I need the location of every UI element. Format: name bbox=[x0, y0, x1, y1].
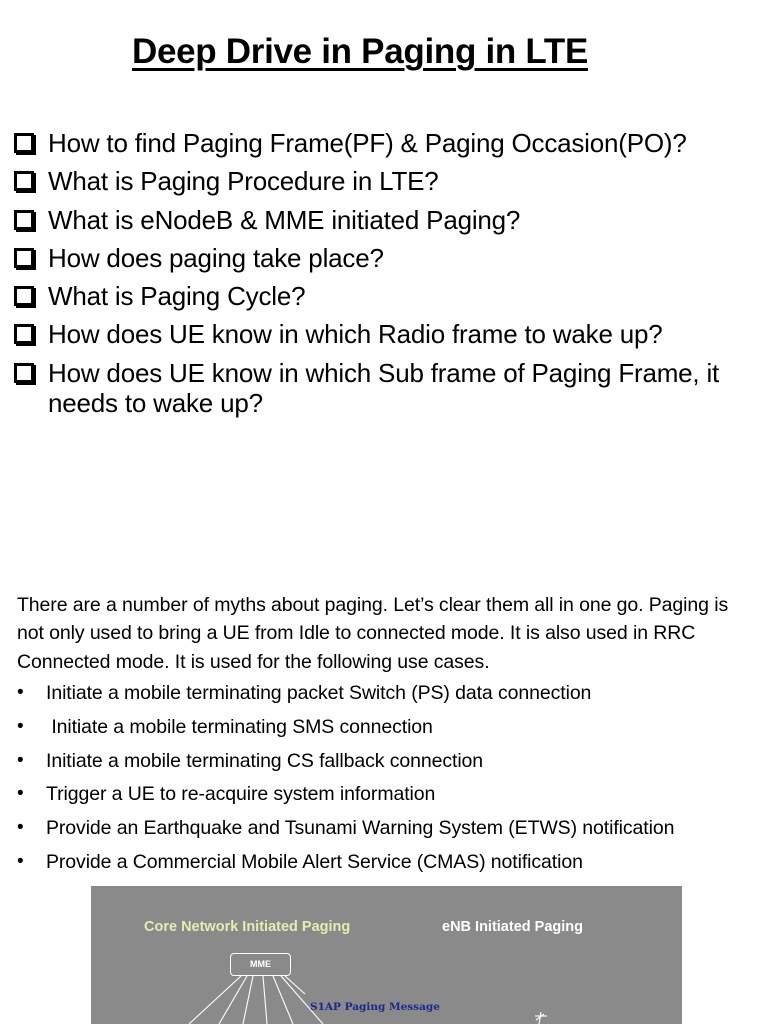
question-item bbox=[12, 166, 762, 196]
question-item bbox=[12, 319, 762, 349]
question-item bbox=[12, 358, 762, 418]
use-case-text: Initiate a mobile terminating packet Switch (PS) data connection bbox=[46, 682, 592, 704]
question-text: How does UE know in which Sub frame of Paging Frame, it needs to wake up? bbox=[48, 357, 720, 418]
question-item bbox=[12, 243, 762, 273]
use-case-item bbox=[17, 814, 757, 842]
paging-line bbox=[243, 976, 253, 1024]
checkbox-icon bbox=[14, 324, 34, 344]
checkbox-icon bbox=[14, 286, 34, 306]
bullet-icon: • bbox=[17, 850, 24, 872]
bullet-icon: • bbox=[17, 715, 24, 737]
mme-node: MME bbox=[230, 953, 291, 976]
question-item bbox=[12, 281, 762, 311]
use-case-text: Trigger a UE to re-acquire system information bbox=[46, 783, 436, 806]
use-case-item bbox=[17, 780, 757, 808]
question-text: What is Paging Procedure in LTE? bbox=[48, 166, 439, 197]
checkbox-icon bbox=[14, 248, 34, 268]
use-case-list bbox=[17, 679, 757, 882]
question-text: What is eNodeB & MME initiated Paging? bbox=[48, 204, 521, 235]
intro-paragraph: There are a number of myths about paging. Let’s clear them all in one go. Paging is not only used to bring a UE from Idle to connected mode. It is also used in RRC Connected mode. It is used for the following use cases. bbox=[17, 594, 729, 673]
question-checklist bbox=[12, 128, 762, 426]
checkbox-icon bbox=[14, 210, 34, 230]
question-item bbox=[12, 205, 762, 235]
question-text: How does UE know in which Radio frame to wake up? bbox=[48, 319, 663, 350]
paging-line bbox=[273, 976, 293, 1024]
question-text: What is Paging Cycle? bbox=[48, 281, 306, 312]
checkbox-icon bbox=[14, 171, 34, 191]
question-text: How does paging take place? bbox=[48, 242, 384, 273]
use-case-item bbox=[17, 679, 757, 707]
page-title: Deep Drive in Paging in LTE bbox=[131, 32, 589, 71]
paging-diagram bbox=[91, 886, 682, 1024]
bullet-icon: • bbox=[17, 783, 24, 805]
question-item bbox=[12, 128, 762, 158]
checkbox-icon bbox=[14, 133, 34, 153]
bullet-icon: • bbox=[17, 682, 24, 703]
use-case-item bbox=[17, 848, 757, 876]
bullet-icon: • bbox=[17, 749, 24, 771]
question-text: How to find Paging Frame(PF) & Paging Occasion(PO)? bbox=[48, 128, 687, 158]
core-network-paging-label: Core Network Initiated Paging bbox=[144, 919, 351, 935]
use-case-text: Initiate a mobile terminating SMS connection bbox=[46, 715, 433, 738]
bullet-icon: • bbox=[17, 817, 24, 839]
paging-line bbox=[281, 976, 323, 1024]
use-case-text: Initiate a mobile terminating CS fallback connection bbox=[46, 749, 484, 772]
enb-paging-label: eNB Initiated Paging bbox=[442, 919, 583, 935]
checkbox-icon bbox=[14, 363, 34, 383]
paging-line bbox=[263, 976, 267, 1024]
use-case-item bbox=[17, 747, 757, 775]
use-case-item bbox=[17, 713, 757, 741]
use-case-text: Provide an Earthquake and Tsunami Warning System (ETWS) notification bbox=[46, 817, 675, 840]
use-case-text: Provide a Commercial Mobile Alert Service (CMAS) notification bbox=[46, 850, 583, 873]
s1ap-paging-message-label: S1AP Paging Message bbox=[310, 1001, 440, 1013]
